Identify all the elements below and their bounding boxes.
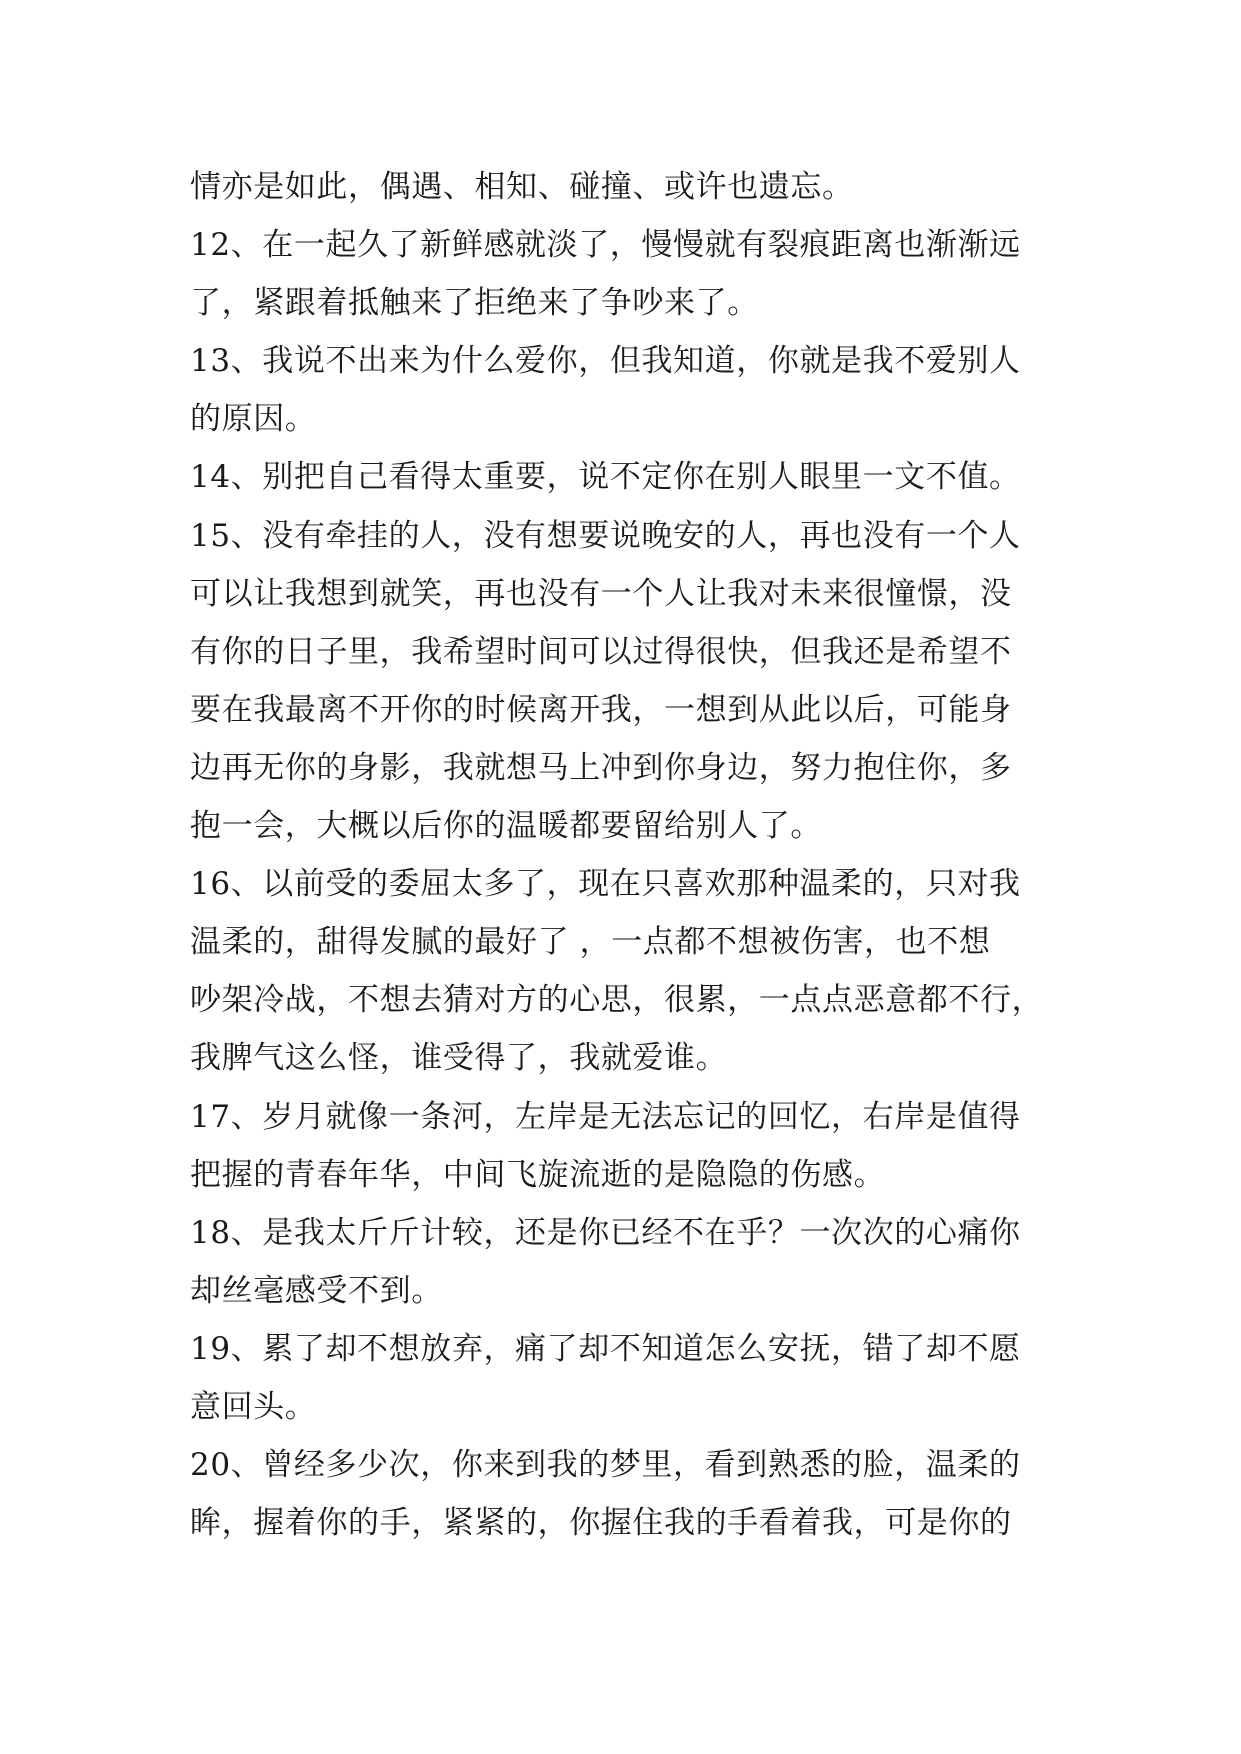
text-line: 15、没有牵挂的人，没有想要说晚安的人，再也没有一个人 bbox=[190, 517, 1021, 554]
text-line: 17、岁月就像一条河，左岸是无法忘记的回忆，右岸是值得 bbox=[190, 1098, 1021, 1135]
text-line: 意回头。 bbox=[190, 1388, 317, 1425]
text-line: 有你的日子里，我希望时间可以过得很快，但我还是希望不 bbox=[190, 633, 1012, 670]
text-line: 却丝毫感受不到。 bbox=[190, 1272, 443, 1309]
text-line: 19、累了却不想放弃，痛了却不知道怎么安抚，错了却不愿 bbox=[190, 1330, 1021, 1367]
text-line: 可以让我想到就笑，再也没有一个人让我对未来很憧憬，没 bbox=[190, 575, 1012, 612]
text-line: 温柔的，甜得发腻的最好了 ，一点都不想被伤害，也不想 bbox=[190, 924, 991, 961]
text-line: 吵架冷战，不想去猜对方的心思，很累，一点点恶意都不行， bbox=[190, 982, 1044, 1019]
text-line: 的原因。 bbox=[190, 401, 317, 438]
text-line: 18、是我太斤斤计较，还是你已经不在乎？一次次的心痛你 bbox=[190, 1214, 1021, 1251]
text-line: 眸，握着你的手，紧紧的，你握住我的手看着我，可是你的 bbox=[190, 1505, 1012, 1542]
text-line: 16、以前受的委屈太多了，现在只喜欢那种温柔的，只对我 bbox=[190, 866, 1021, 903]
text-line: 13、我说不出来为什么爱你，但我知道，你就是我不爱别人 bbox=[190, 343, 1021, 380]
document-body bbox=[190, 158, 1070, 1552]
text-line: 抱一会，大概以后你的温暖都要留给别人了。 bbox=[190, 808, 822, 845]
text-line: 把握的青春年华，中间飞旋流逝的是隐隐的伤感。 bbox=[190, 1156, 886, 1193]
text-line: 情亦是如此，偶遇、相知、碰撞、或许也遗忘。 bbox=[190, 169, 854, 205]
text-line: 我脾气这么怪，谁受得了，我就爱谁。 bbox=[190, 1040, 728, 1077]
text-line: 12、在一起久了新鲜感就淡了，慢慢就有裂痕距离也渐渐远 bbox=[190, 227, 1021, 264]
text-line: 边再无你的身影，我就想马上冲到你身边，努力抱住你，多 bbox=[190, 749, 1012, 786]
text-line: 14、别把自己看得太重要，说不定你在别人眼里一文不值。 bbox=[190, 459, 1021, 496]
text-line: 了，紧跟着抵触来了拒绝来了争吵来了。 bbox=[190, 285, 759, 322]
text-line: 20、曾经多少次，你来到我的梦里，看到熟悉的脸，温柔的 bbox=[190, 1447, 1021, 1484]
text-line: 要在我最离不开你的时候离开我，一想到从此以后，可能身 bbox=[190, 691, 1012, 728]
